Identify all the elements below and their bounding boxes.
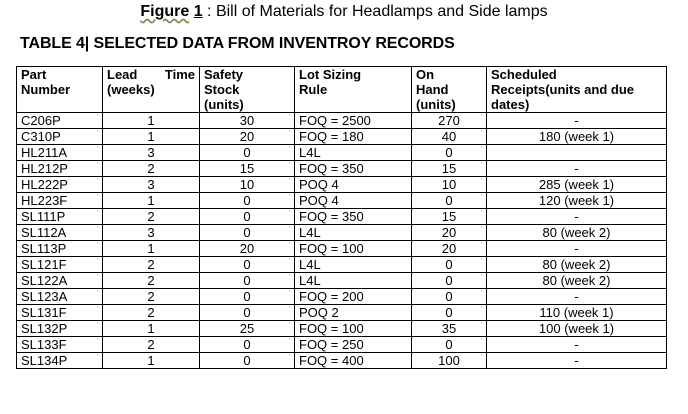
cell-lead-time: 1	[103, 129, 200, 145]
cell-part-number: SL133F	[17, 337, 103, 353]
table-row	[17, 337, 667, 353]
cell-scheduled-receipts: 120 (week 1)	[487, 193, 667, 209]
cell-scheduled-receipts: -	[487, 353, 667, 369]
cell-lead-time: 1	[103, 321, 200, 337]
cell-on-hand: 15	[412, 161, 487, 177]
header-part-number-line2: Number	[21, 82, 71, 97]
cell-part-number: SL122A	[17, 273, 103, 289]
cell-lot-sizing: FOQ = 350	[295, 209, 412, 225]
cell-on-hand: 0	[412, 257, 487, 273]
header-part-number-line1: Part	[21, 67, 47, 82]
table-row	[17, 161, 667, 177]
cell-part-number: HL211A	[17, 145, 103, 161]
cell-lot-sizing: FOQ = 250	[295, 337, 412, 353]
cell-on-hand: 20	[412, 225, 487, 241]
header-lot-sizing-line1: Lot Sizing	[299, 67, 362, 82]
cell-on-hand: 0	[412, 145, 487, 161]
table-row	[17, 305, 667, 321]
figure-number: 1	[193, 3, 203, 20]
header-safety-stock-line2: Stock	[204, 82, 240, 97]
cell-safety-stock: 30	[200, 113, 295, 129]
cell-lead-time: 2	[103, 305, 200, 321]
header-on-hand-line1: On	[416, 67, 435, 82]
table-row	[17, 289, 667, 305]
header-scheduled-receipts	[487, 67, 667, 113]
cell-lead-time: 2	[103, 257, 200, 273]
cell-lead-time: 2	[103, 337, 200, 353]
table-row	[17, 257, 667, 273]
cell-lead-time: 1	[103, 113, 200, 129]
cell-scheduled-receipts: 80 (week 2)	[487, 273, 667, 289]
cell-part-number: SL123A	[17, 289, 103, 305]
cell-on-hand: 0	[412, 289, 487, 305]
cell-lot-sizing: L4L	[295, 145, 412, 161]
header-lead-time	[103, 67, 200, 113]
cell-on-hand: 15	[412, 209, 487, 225]
figure-label: Figure	[140, 3, 190, 20]
cell-scheduled-receipts: 80 (week 2)	[487, 257, 667, 273]
cell-lot-sizing: POQ 4	[295, 177, 412, 193]
figure-caption	[0, 2, 688, 22]
cell-lot-sizing: L4L	[295, 225, 412, 241]
cell-lot-sizing: L4L	[295, 257, 412, 273]
cell-scheduled-receipts: -	[487, 209, 667, 225]
cell-safety-stock: 0	[200, 257, 295, 273]
cell-on-hand: 100	[412, 353, 487, 369]
cell-safety-stock: 0	[200, 289, 295, 305]
table-row	[17, 225, 667, 241]
cell-scheduled-receipts: -	[487, 241, 667, 257]
cell-lead-time: 1	[103, 193, 200, 209]
cell-lot-sizing: FOQ = 180	[295, 129, 412, 145]
cell-safety-stock: 10	[200, 177, 295, 193]
header-safety-stock	[200, 67, 295, 113]
table-row	[17, 353, 667, 369]
cell-safety-stock: 0	[200, 337, 295, 353]
header-on-hand	[412, 67, 487, 113]
cell-scheduled-receipts: -	[487, 161, 667, 177]
cell-on-hand: 10	[412, 177, 487, 193]
cell-lot-sizing: FOQ = 350	[295, 161, 412, 177]
table-header-row	[17, 67, 667, 113]
cell-lead-time: 1	[103, 353, 200, 369]
cell-lead-time: 3	[103, 177, 200, 193]
cell-lead-time: 3	[103, 225, 200, 241]
cell-safety-stock: 0	[200, 145, 295, 161]
cell-part-number: HL212P	[17, 161, 103, 177]
table-title: TABLE 4| SELECTED DATA FROM INVENTROY RECORDS	[20, 35, 455, 52]
cell-lot-sizing: FOQ = 200	[295, 289, 412, 305]
cell-safety-stock: 20	[200, 241, 295, 257]
header-scheduled-line1: Scheduled	[491, 67, 557, 82]
cell-safety-stock: 25	[200, 321, 295, 337]
cell-safety-stock: 0	[200, 305, 295, 321]
cell-on-hand: 0	[412, 305, 487, 321]
table-row	[17, 113, 667, 129]
cell-scheduled-receipts: -	[487, 113, 667, 129]
cell-scheduled-receipts: -	[487, 337, 667, 353]
cell-lot-sizing: POQ 4	[295, 193, 412, 209]
cell-lead-time: 2	[103, 289, 200, 305]
cell-on-hand: 0	[412, 273, 487, 289]
cell-safety-stock: 0	[200, 225, 295, 241]
cell-part-number: SL132P	[17, 321, 103, 337]
figure-separator: :	[202, 3, 212, 20]
cell-lead-time: 2	[103, 209, 200, 225]
table-row	[17, 177, 667, 193]
cell-part-number: SL134P	[17, 353, 103, 369]
cell-scheduled-receipts: 100 (week 1)	[487, 321, 667, 337]
header-part-number	[17, 67, 103, 113]
cell-part-number: C206P	[17, 113, 103, 129]
cell-on-hand: 40	[412, 129, 487, 145]
cell-on-hand: 20	[412, 241, 487, 257]
cell-part-number: C310P	[17, 129, 103, 145]
cell-on-hand: 0	[412, 337, 487, 353]
cell-scheduled-receipts: 180 (week 1)	[487, 129, 667, 145]
table-row	[17, 129, 667, 145]
cell-lot-sizing: L4L	[295, 273, 412, 289]
header-lot-sizing-line2: Rule	[299, 82, 328, 97]
cell-scheduled-receipts	[487, 145, 667, 161]
cell-part-number: HL223F	[17, 193, 103, 209]
cell-safety-stock: 20	[200, 129, 295, 145]
header-safety-stock-line3: (units)	[204, 97, 244, 112]
cell-scheduled-receipts: 110 (week 1)	[487, 305, 667, 321]
figure-caption-text: Bill of Materials for Headlamps and Side lamps	[215, 3, 548, 20]
table-row	[17, 193, 667, 209]
table-row	[17, 145, 667, 161]
table-row	[17, 241, 667, 257]
cell-lot-sizing: FOQ = 2500	[295, 113, 412, 129]
cell-scheduled-receipts: -	[487, 289, 667, 305]
cell-lead-time: 2	[103, 161, 200, 177]
cell-lead-time: 2	[103, 273, 200, 289]
cell-lot-sizing: FOQ = 100	[295, 241, 412, 257]
cell-lead-time: 3	[103, 145, 200, 161]
header-on-hand-line3: (units)	[416, 97, 456, 112]
cell-part-number: SL131F	[17, 305, 103, 321]
cell-safety-stock: 0	[200, 193, 295, 209]
cell-lot-sizing: FOQ = 100	[295, 321, 412, 337]
cell-scheduled-receipts: 80 (week 2)	[487, 225, 667, 241]
header-scheduled-line3: dates)	[491, 97, 530, 112]
header-time-word: Time	[164, 67, 195, 82]
cell-scheduled-receipts: 285 (week 1)	[487, 177, 667, 193]
cell-safety-stock: 15	[200, 161, 295, 177]
header-lead-time-line1	[107, 67, 195, 82]
cell-part-number: SL112A	[17, 225, 103, 241]
header-lead-word: Lead	[107, 67, 138, 82]
header-safety-stock-line1: Safety	[204, 67, 244, 82]
cell-on-hand: 35	[412, 321, 487, 337]
cell-lot-sizing: FOQ = 400	[295, 353, 412, 369]
cell-on-hand: 270	[412, 113, 487, 129]
header-scheduled-line2: Receipts(units and due	[491, 82, 635, 97]
header-lead-time-line2: (weeks)	[107, 82, 155, 97]
cell-safety-stock: 0	[200, 273, 295, 289]
table-row	[17, 273, 667, 289]
cell-part-number: SL113P	[17, 241, 103, 257]
cell-lot-sizing: POQ 2	[295, 305, 412, 321]
cell-safety-stock: 0	[200, 209, 295, 225]
cell-lead-time: 1	[103, 241, 200, 257]
header-lot-sizing	[295, 67, 412, 113]
cell-part-number: HL222P	[17, 177, 103, 193]
table-row	[17, 209, 667, 225]
cell-part-number: SL111P	[17, 209, 103, 225]
cell-safety-stock: 0	[200, 353, 295, 369]
table-row	[17, 321, 667, 337]
cell-part-number: SL121F	[17, 257, 103, 273]
cell-on-hand: 0	[412, 193, 487, 209]
inventory-records-table	[16, 66, 667, 369]
header-on-hand-line2: Hand	[416, 82, 449, 97]
